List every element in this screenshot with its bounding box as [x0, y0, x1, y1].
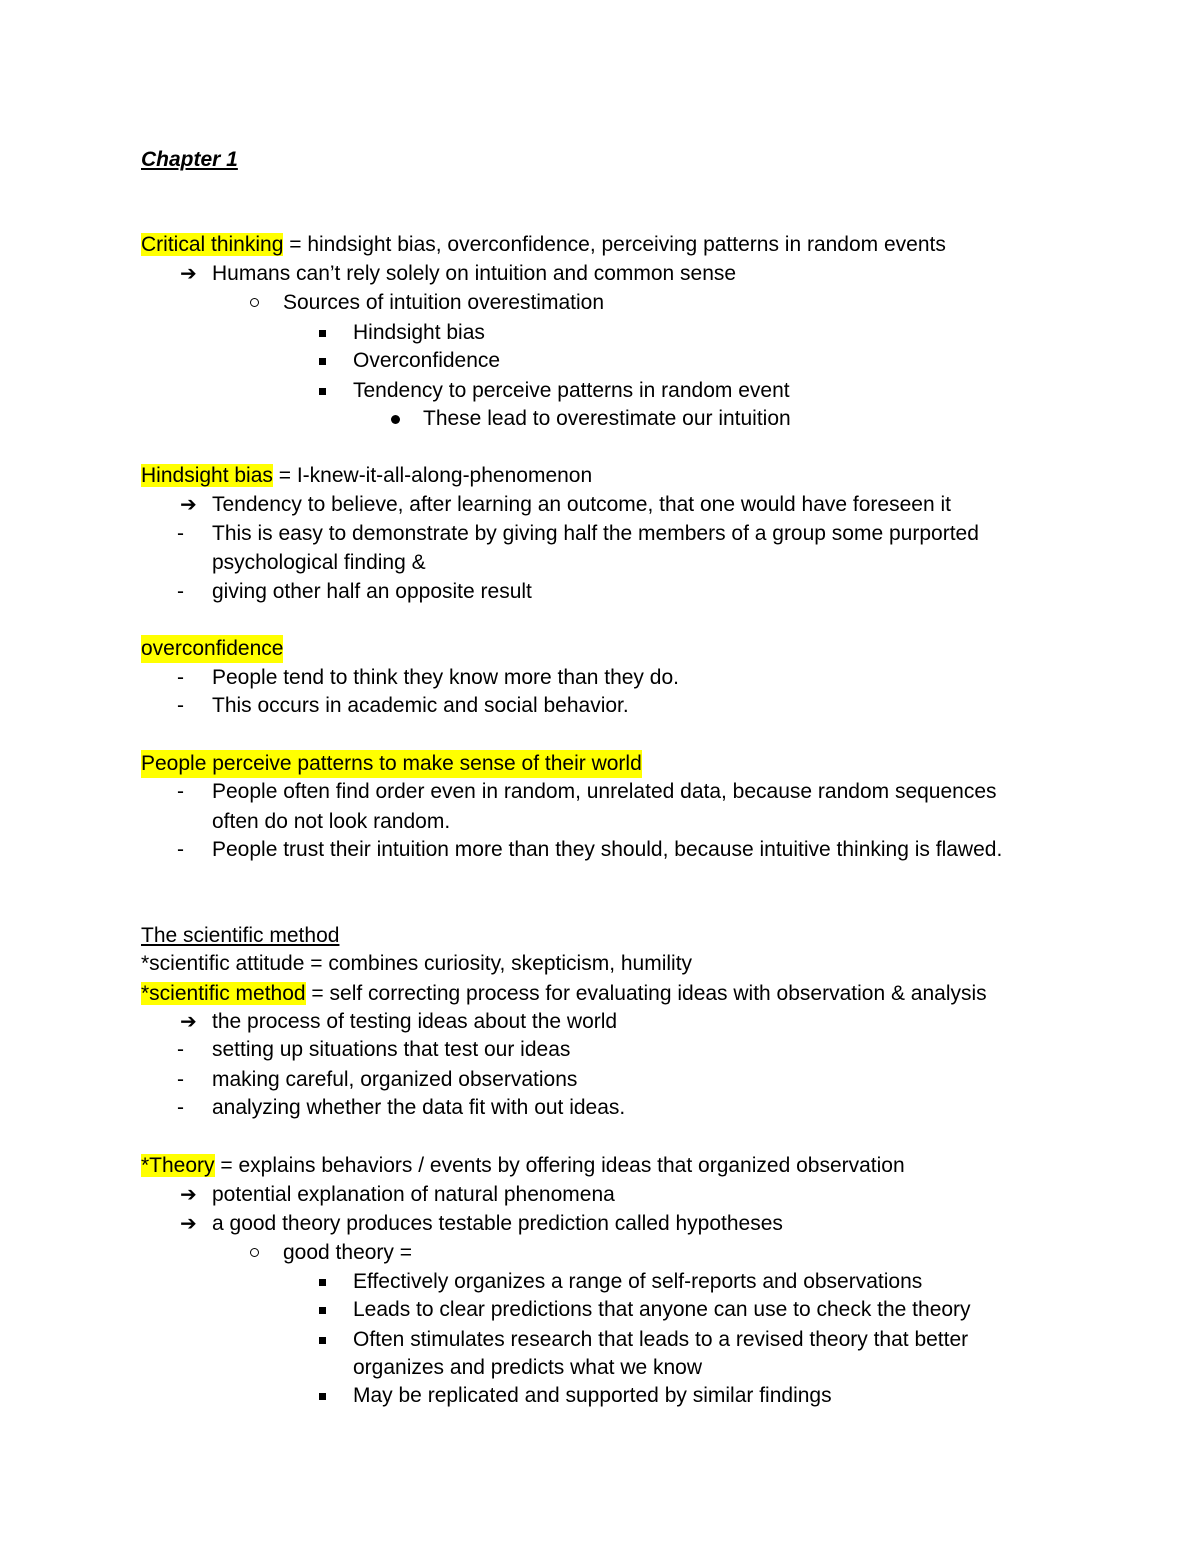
theory-term: *Theory: [141, 1154, 215, 1177]
dash-bullet: -: [177, 580, 184, 603]
document-page: Chapter 1 Critical thinking = hindsight bias, overconfidence, perceiving patterns in random events ➔ Humans can’t rely solely on intuition and common sense Sources of intuition overestimation Hindsight bias Overconfidence Tendency to perceive patterns in random event These lead to overestimate our intuition Hindsight bias = I-knew-it-all-along-phenomenon ➔ Tendency to believe, after learning an outcome, that one would have foreseen it - This is easy to demonstrate by giving half the members of a group some purported psychological finding & - giving other half an opposite result overconfidence - People tend to think they know more than they do. - This occurs in academic and social behavior. People perceive patterns to make sense of their world - People often find order even in random, unrelated data, because random sequences often do not look random. - People trust their intuition more than they should, because intuitive thinking is flawed. The scientific method *scientific attitude = combines curiosity, skepticism, humility *scientific method = self correcting process for evaluating ideas with observation & analysis ➔ the process of testing ideas about the world - setting up situations that test our ideas - making careful, organized observations - analyzing whether the data fit with out ideas. *Theory = explains behaviors / events by offering ideas that organized observation ➔ potential explanation of natural phenomena ➔ a good theory produces testable prediction called hypotheses good theory = Effectively organizes a range of self-reports and observations Leads to clear predictions that anyone can use to check the theory Often stimulates research that leads to a revised theory that better organizes and predicts what we know May be replicated and supported by similar findings: [0, 0, 1200, 1553]
square-bullet-icon: [319, 319, 326, 347]
square-bullet-icon: [319, 1268, 326, 1296]
patterns-term: People perceive patterns to make sense of their world: [141, 750, 642, 778]
dash-bullet: -: [177, 1038, 184, 1061]
arrow-icon: ➔: [180, 263, 197, 285]
overconfidence-term: overconfidence: [141, 635, 283, 663]
arrow-icon: ➔: [180, 1011, 197, 1033]
hollow-circle-bullet-icon: [250, 1239, 259, 1267]
square-bullet-icon: [319, 1326, 326, 1354]
arrow-icon: ➔: [180, 1213, 197, 1235]
arrow-icon: ➔: [180, 494, 197, 516]
chapter-title: Chapter 1: [141, 148, 238, 171]
critical-thinking-def: = hindsight bias, overconfidence, perceiving patterns in random events: [283, 233, 946, 256]
dash-bullet: -: [177, 780, 184, 803]
square-bullet-icon: [319, 347, 326, 375]
scientific-method-term: *scientific method: [141, 982, 306, 1005]
square-bullet-icon: [319, 1296, 326, 1324]
square-bullet-icon: [319, 377, 326, 405]
dash-bullet: -: [177, 666, 184, 689]
dash-bullet: -: [177, 1096, 184, 1119]
critical-thinking-term: Critical thinking: [141, 233, 284, 256]
hollow-circle-bullet-icon: [250, 289, 259, 317]
arrow-icon: ➔: [180, 1184, 197, 1206]
square-bullet-icon: [319, 1382, 326, 1410]
hindsight-bias-term: Hindsight bias: [141, 464, 273, 487]
dash-bullet: -: [177, 838, 184, 861]
dash-bullet: -: [177, 522, 184, 545]
dot-bullet-icon: [391, 405, 400, 433]
dash-bullet: -: [177, 1068, 184, 1091]
scientific-method-heading: The scientific method: [141, 924, 340, 947]
dash-bullet: -: [177, 694, 184, 717]
